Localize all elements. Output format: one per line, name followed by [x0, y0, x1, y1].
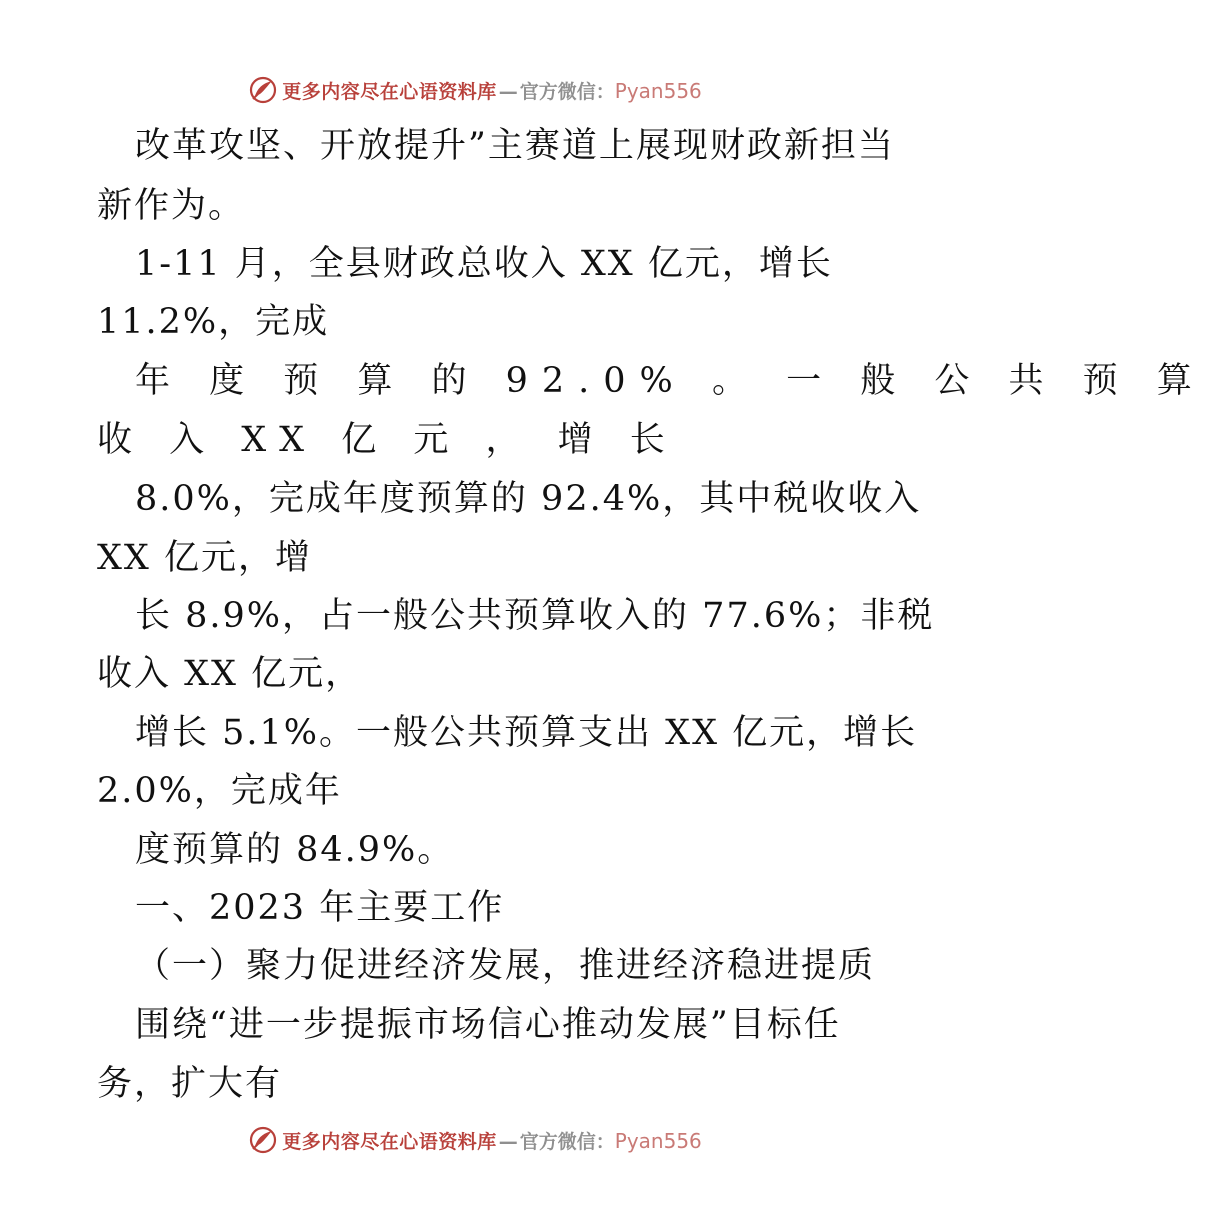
header-wechat-id: Pyan556	[614, 78, 702, 103]
footer-dash: —	[498, 1130, 518, 1153]
header-banner	[0, 70, 950, 110]
body-line-6: 收 入 XX 亿 元 ， 增 长	[97, 420, 678, 460]
header-dash: —	[498, 80, 518, 103]
header-wechat-label: 官方微信	[519, 80, 596, 103]
section-heading: 一、2023 年主要工作	[135, 888, 505, 928]
body-line-10: 收入 XX 亿元，	[97, 654, 363, 694]
pen-nib-logo-icon	[248, 75, 278, 105]
footer-wechat-label: 官方微信	[519, 1130, 596, 1153]
body-line-13: 度预算的 84.9%。	[135, 830, 455, 870]
footer-wechat-id: Pyan556	[614, 1128, 702, 1153]
body-line-5: 年 度 预 算 的 92.0% 。 一 般 公 共 预 算	[135, 361, 1206, 401]
body-line-3: 1-11 月，全县财政总收入 XX 亿元，增长	[135, 244, 833, 284]
body-line-8: XX 亿元，增	[97, 538, 312, 578]
footer-wechat	[497, 1127, 702, 1154]
pen-nib-logo-icon	[248, 1125, 278, 1155]
body-line-7: 8.0%，完成年度预算的 92.4%，其中税收收入	[135, 479, 922, 519]
body-line-12: 2.0%，完成年	[97, 771, 342, 811]
footer-banner	[0, 1120, 950, 1160]
body-line-1: 改革攻坚、开放提升”主赛道上展现财政新担当	[135, 126, 895, 166]
body-line-2: 新作为。	[97, 186, 246, 226]
footer-colon: ：	[595, 1130, 615, 1153]
footer-brand-text: 更多内容尽在心语资料库	[282, 1130, 497, 1153]
body-line-17: 务，扩大有	[97, 1064, 283, 1104]
body-line-4: 11.2%，完成	[97, 302, 330, 342]
header-colon: ：	[595, 80, 615, 103]
body-line-11: 增长 5.1%。一般公共预算支出 XX 亿元，增长	[135, 713, 918, 753]
subsection-heading: （一）聚力促进经济发展，推进经济稳进提质	[135, 946, 876, 986]
body-line-9: 长 8.9%，占一般公共预算收入的 77.6%；非税	[135, 596, 935, 636]
header-brand-text: 更多内容尽在心语资料库	[282, 80, 497, 103]
header-wechat	[497, 77, 702, 104]
body-line-16: 围绕“进一步提振市场信心推动发展”目标任	[135, 1005, 841, 1045]
